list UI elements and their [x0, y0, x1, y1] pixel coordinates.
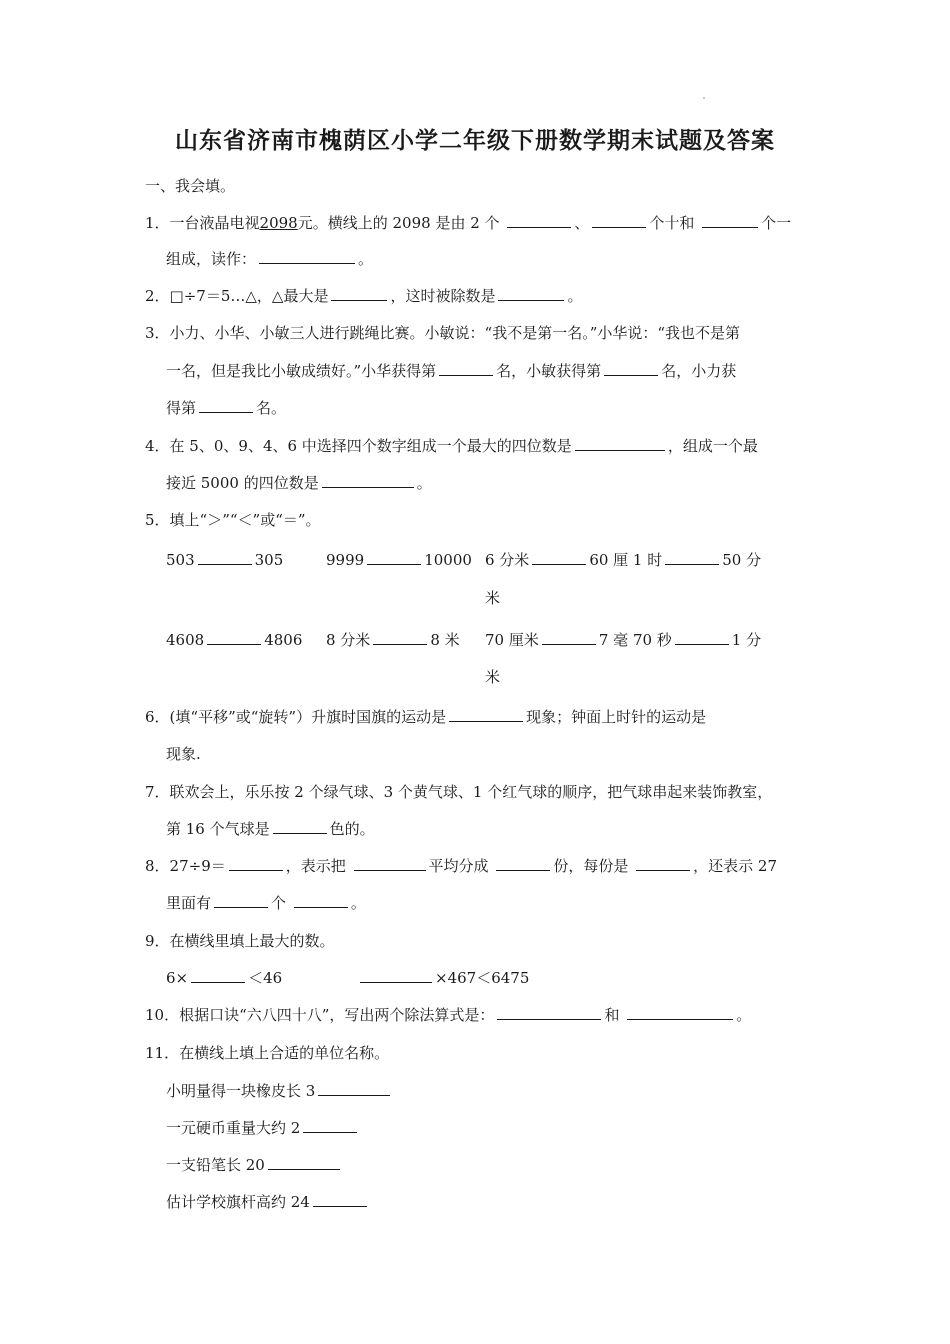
answer-blank[interactable] [229, 856, 283, 871]
answer-blank[interactable] [199, 398, 253, 413]
answer-blank[interactable] [313, 1192, 367, 1207]
question-11: 11．在横线上填上合适的单位名称。 [145, 1044, 390, 1062]
answer-blank[interactable] [214, 893, 268, 908]
question-3-line-1: 3．小力、小华、小敏三人进行跳绳比赛。小敏说：“我不是第一名。”小华说：“我也不是第 [145, 324, 741, 342]
page-title: 山东省济南市槐荫区小学二年级下册数学期末试题及答案 [175, 128, 775, 154]
answer-blank[interactable] [497, 1005, 601, 1020]
answer-blank[interactable] [259, 249, 355, 264]
answer-blank[interactable] [498, 286, 564, 301]
question-3-line-3: 得第 名。 [166, 399, 287, 417]
answer-blank[interactable] [360, 968, 432, 983]
answer-blank[interactable] [702, 213, 758, 228]
answer-blank[interactable] [322, 473, 414, 488]
question-1-line-2: 组成，读作： 。 [166, 250, 374, 268]
compare-row-1: 503 305 [166, 551, 284, 569]
answer-blank[interactable] [496, 856, 550, 871]
answer-blank[interactable] [542, 630, 596, 645]
answer-blank[interactable] [373, 630, 427, 645]
answer-blank[interactable] [268, 1155, 340, 1170]
answer-blank[interactable] [592, 213, 646, 228]
answer-blank[interactable] [575, 436, 665, 451]
compare-row-2: 4608 4806 [166, 631, 303, 649]
answer-blank[interactable] [354, 856, 426, 871]
answer-blank[interactable] [294, 893, 348, 908]
question-1-line-1: 1．一台液晶电视2098元。横线上的 2098 是由 2 个 、 个十和 个一 [145, 214, 792, 232]
answer-blank[interactable] [439, 361, 493, 376]
answer-blank[interactable] [207, 630, 261, 645]
answer-blank[interactable] [318, 1081, 390, 1096]
answer-blank[interactable] [331, 286, 387, 301]
answer-blank[interactable] [198, 550, 252, 565]
answer-blank[interactable] [303, 1118, 357, 1133]
answer-blank[interactable] [532, 550, 586, 565]
question-4-line-1: 4．在 5、0、9、4、6 中选择四个数字组成一个最大的四位数是 ，组成一个最 [145, 437, 758, 455]
section-heading: 一、我会填。 [145, 177, 236, 195]
answer-blank[interactable] [449, 707, 523, 722]
answer-blank[interactable] [636, 856, 690, 871]
answer-blank[interactable] [627, 1005, 733, 1020]
question-2: 2．□÷7＝5…△，△最大是 ，这时被除数是 。 [145, 287, 583, 305]
question-7: 7．联欢会上，乐乐按 2 个绿气球、3 个黄气球、1 个红气球的顺序，把气球串起来装饰教室， [145, 783, 773, 801]
answer-blank[interactable] [273, 819, 327, 834]
answer-blank[interactable] [665, 550, 719, 565]
question-4-line-2: 接近 5000 的四位数是 。 [166, 474, 432, 492]
question-10: 10．根据口诀“六八四十八”，写出两个除法算式是： 和 。 [145, 1006, 752, 1024]
question-6: 6．(填“平移”或“旋转”）升旗时国旗的运动是 现象；钟面上时针的运动是 [145, 708, 707, 726]
question-8: 8．27÷9＝ ，表示把 平均分成 份，每份是 ，还表示 27 [145, 857, 777, 875]
answer-blank[interactable] [675, 630, 729, 645]
question-9: 9．在横线里填上最大的数。 [145, 932, 335, 950]
answer-blank[interactable] [367, 550, 421, 565]
question-5: 5．填上“＞”“＜”或“＝”。 [145, 511, 321, 529]
question-3-line-2: 一名，但是我比小敏成绩好。”小华获得第 名，小敏获得第 名，小力获 [166, 362, 737, 380]
price-value: 2098 [259, 214, 298, 232]
answer-blank[interactable] [604, 361, 658, 376]
decorative-dot [703, 97, 705, 99]
answer-blank[interactable] [507, 213, 571, 228]
answer-blank[interactable] [191, 968, 245, 983]
